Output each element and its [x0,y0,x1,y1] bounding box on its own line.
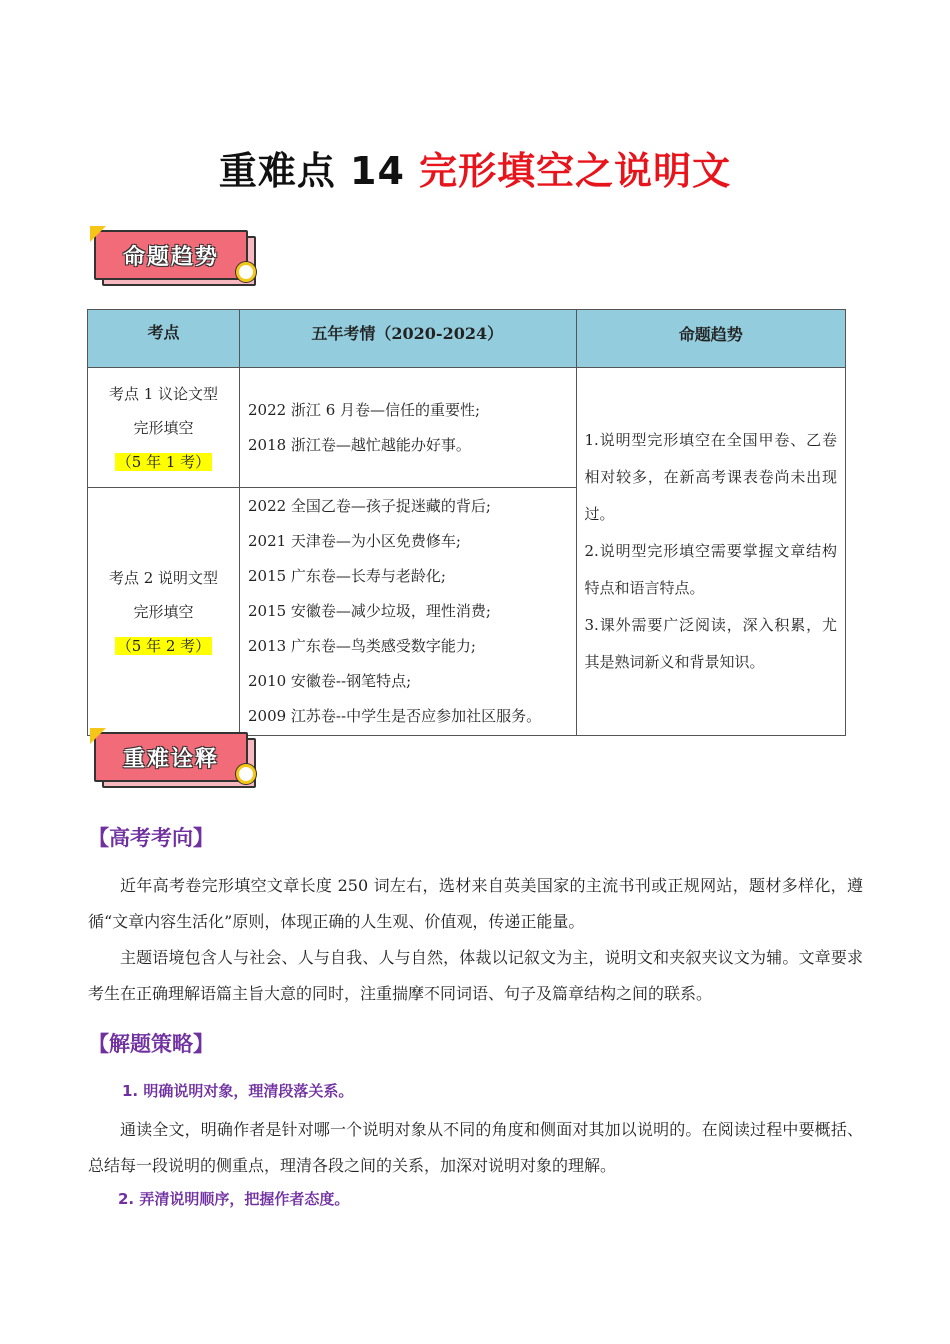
history-item: 2010 安徽卷--钢笔特点; [247,672,412,690]
header-point: 考点 [88,310,240,368]
strategy-1-title: 1. 明确说明对象，理清段落关系。 [122,1082,354,1100]
page-title [0,140,950,195]
point-1-line1: 考点 1 议论文型 [108,384,219,403]
trend-cell [576,368,845,736]
exam-table [87,309,846,736]
history-cell-1 [239,368,576,488]
point-cell-2 [88,488,240,736]
history-item: 2015 安徽卷—减少垃圾，理性消费; [247,602,491,620]
strategy-2-title: 2. 弄清说明顺序，把握作者态度。 [118,1190,350,1208]
strategy-heading: 【解题策略】 [88,1032,214,1056]
gaokao-heading: 【高考考向】 [88,826,214,850]
history-item: 2021 天津卷—为小区免费修车; [247,532,461,550]
strategy-1-body: 通读全文，明确作者是针对哪一个说明对象从不同的角度和侧面对其加以说明的。在阅读过程中要概括、总结每一段说明的侧重点，理清各段之间的关系，加深对说明对象的理解。 [88,1120,863,1175]
title-highlight: 完形填空之说明文 [419,149,732,193]
point-2-line1: 考点 2 说明文型 [108,568,219,587]
ring-icon [236,764,256,784]
header-history: 五年考情（2020-2024） [239,310,576,368]
history-item: 2022 浙江 6 月卷—信任的重要性; [247,400,481,419]
history-cell-2 [239,488,576,736]
count-badge-1: （5 年 1 考） [116,452,211,471]
trend-item-2: 2.说明型完形填空需要掌握文章结构特点和语言特点。 [584,542,837,597]
header-trend: 命题趋势 [576,310,845,368]
flag-icon [90,226,106,242]
history-item: 2022 全国乙卷—孩子捉迷藏的背后; [247,497,491,515]
trend-item-3: 3.课外需要广泛阅读，深入积累，尤其是熟词新义和背景知识。 [584,616,837,671]
trend-banner-label: 命题趋势 [94,230,248,280]
gaokao-paragraph-2: 主题语境包含人与社会、人与自我、人与自然，体裁以记叙文为主，说明文和夹叙夹议文为辅。文章要求考生在正确理解语篇主旨大意的同时，注重揣摩不同词语、句子及篇章结构之间的联系。 [88,948,863,1003]
history-item: 2013 广东卷—鸟类感受数字能力; [247,637,476,655]
explain-banner [90,728,270,798]
trend-banner [90,226,270,296]
point-cell-1 [88,368,240,488]
history-item: 2018 浙江卷—越忙越能办好事。 [247,435,471,454]
table-row [88,368,846,488]
table-header-row [88,310,846,368]
title-prefix: 重难点 14 [218,149,420,193]
trend-item-1: 1.说明型完形填空在全国甲卷、乙卷相对较多，在新高考课表卷尚未出现过。 [584,431,837,523]
explain-banner-label: 重难诠释 [94,732,248,782]
gaokao-paragraph-1: 近年高考卷完形填空文章长度 250 词左右，选材来自英美国家的主流书刊或正规网站，题材多样化，遵循“文章内容生活化”原则，体现正确的人生观、价值观，传递正能量。 [88,876,863,931]
point-2-line2: 完形填空 [133,602,194,621]
history-item: 2009 江苏卷--中学生是否应参加社区服务。 [247,707,542,725]
count-badge-2: （5 年 2 考） [116,636,211,655]
point-1-line2: 完形填空 [133,418,194,437]
flag-icon [90,728,106,744]
history-item: 2015 广东卷—长寿与老龄化; [247,567,446,585]
ring-icon [236,262,256,282]
